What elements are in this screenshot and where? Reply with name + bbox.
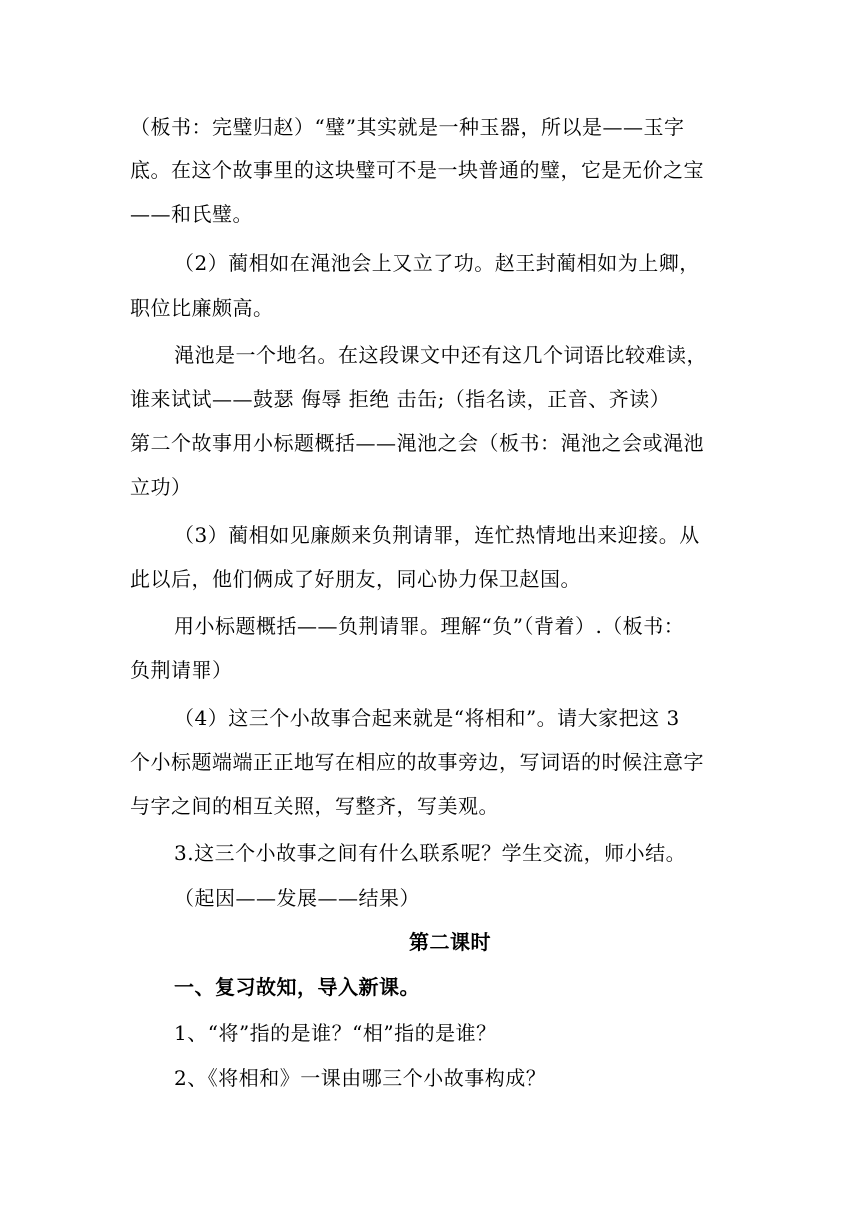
- text-line: （3）蔺相如见廉颇来负荆请罪，连忙热情地出来迎接。从: [174, 523, 700, 547]
- lesson-title: 第二课时: [409, 930, 491, 954]
- text-line: 立功）: [130, 475, 192, 499]
- text-line: 渑池是一个地名。在这段课文中还有这几个词语比较难读，: [174, 343, 707, 367]
- text-line: （2）蔺相如在渑池会上又立了功。赵王封蔺相如为上卿，: [174, 251, 700, 275]
- text-line: 此以后，他们俩成了好朋友，同心协力保卫赵国。: [130, 567, 581, 591]
- question-item: 1、“将”指的是谁？“相”指的是谁？: [174, 1021, 497, 1045]
- text-line: 谁来试试——鼓瑟 侮辱 拒绝 击缶;（指名读，正音、齐读）: [130, 387, 671, 411]
- text-line: ——和氏璧。: [130, 202, 253, 226]
- text-line: 3.这三个小故事之间有什么联系呢？学生交流，师小结。: [174, 841, 687, 865]
- text-line: 负荆请罪）: [130, 658, 233, 682]
- text-line: （板书：完璧归赵）“璧”其实就是一种玉器，所以是——玉字: [130, 115, 685, 139]
- section-heading: 一、复习故知，导入新课。: [174, 975, 420, 999]
- question-item: 2、《将相和》一课由哪三个小故事构成？: [174, 1066, 547, 1090]
- text-line: （起因——发展——结果）: [174, 886, 420, 910]
- text-line: 职位比廉颇高。: [130, 296, 274, 320]
- text-line: （4）这三个小故事合起来就是“将相和”。请大家把这 3: [174, 706, 680, 730]
- text-line: 底。在这个故事里的这块璧可不是一块普通的璧，它是无价之宝: [130, 158, 704, 182]
- text-line: 个小标题端端正正地写在相应的故事旁边，写词语的时候注意字: [130, 750, 704, 774]
- text-line: 用小标题概括——负荆请罪。理解“负”（背着）.（板书：: [174, 614, 685, 638]
- text-line: 第二个故事用小标题概括——渑池之会（板书：渑池之会或渑池: [130, 431, 704, 455]
- text-line: 与字之间的相互关照，写整齐，写美观。: [130, 794, 499, 818]
